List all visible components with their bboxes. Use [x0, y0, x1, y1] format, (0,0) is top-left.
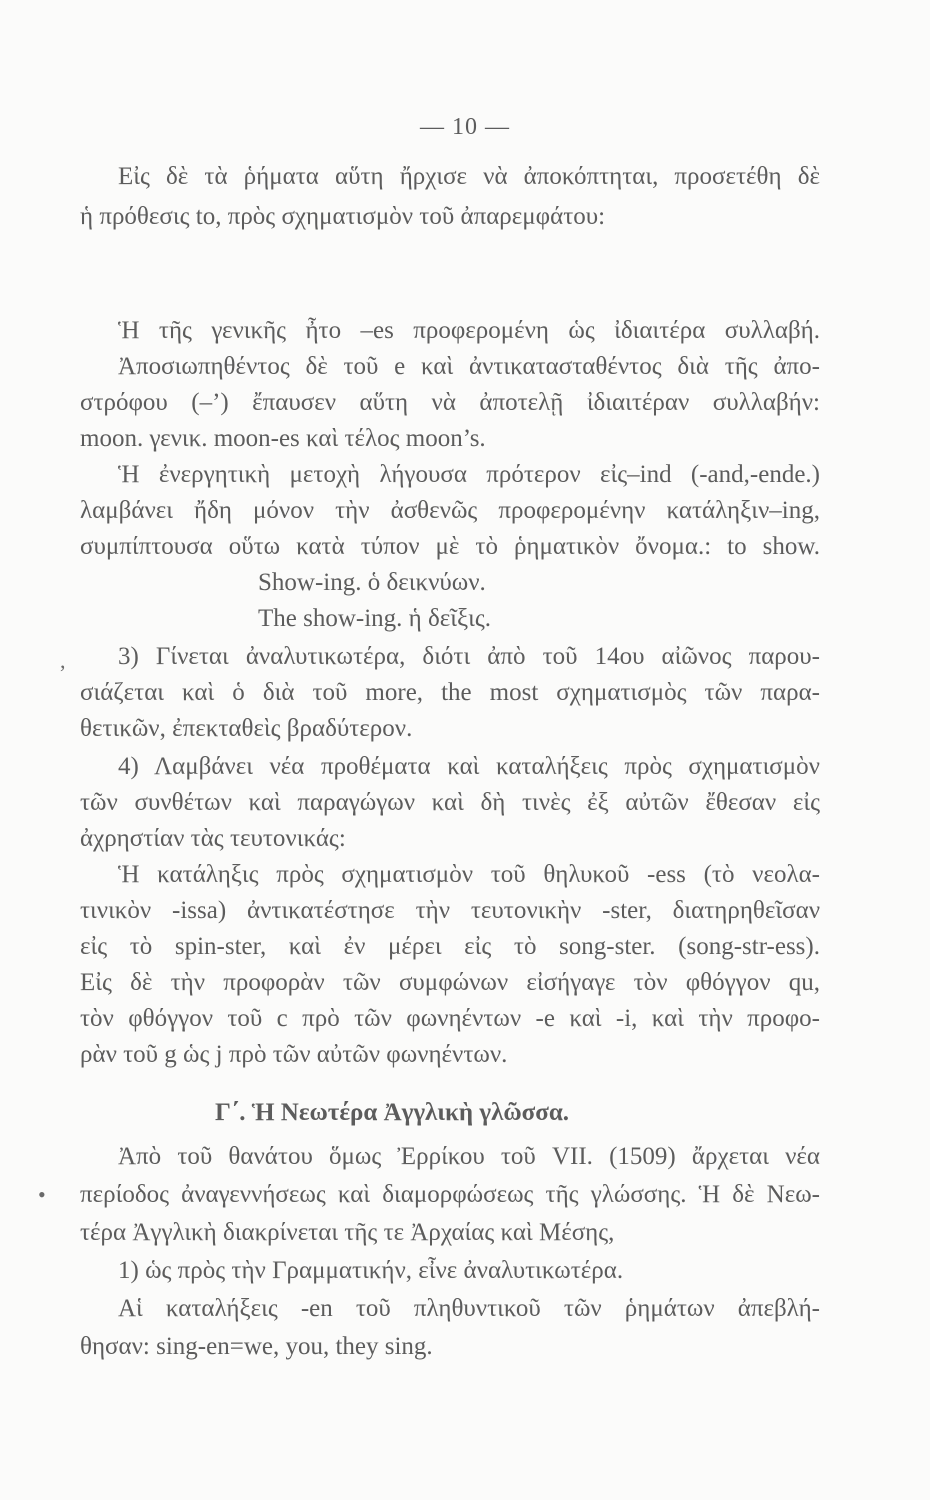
margin-mark: , [60, 648, 66, 673]
section-heading: Γ΄. Ἡ Νεωτέρα Ἀγγλικὴ γλῶσσα. [215, 1099, 570, 1126]
text-line: στρόφου (–’) ἔπαυσεν αὕτη νὰ ἀποτελῇ ἰδιαιτέραν συλλαβήν: [80, 389, 820, 416]
page-number: — 10 — [420, 114, 510, 140]
text-line: 4) Λαμβάνει νέα προθέματα καὶ καταλήξεις πρὸς σχηματισμὸν [118, 753, 820, 780]
text-line: Ἀπὸ τοῦ θανάτου ὅμως Ἐρρίκου τοῦ VII. (1509) ἄρχεται νέα [118, 1143, 820, 1170]
text-line: Εἰς δὲ τὴν προφορὰν τῶν συμφώνων εἰσήγαγε τὸν φθόγγον qu, [80, 969, 820, 996]
text-line: τὸν φθόγγον τοῦ c πρὸ τῶν φωνηέντων -e καὶ -i, καὶ τὴν προφο- [80, 1005, 820, 1032]
text-line: Ἡ κατάληξις πρὸς σχηματισμὸν τοῦ θηλυκοῦ -ess (τὸ νεολα- [118, 861, 820, 888]
text-line: Ἡ ἐνεργητικὴ μετοχὴ λήγουσα πρότερον εἰς–ind (-and,-ende.) [118, 461, 820, 488]
text-line: τέρα Ἀγγλικὴ διακρίνεται τῆς τε Ἀρχαίας καὶ Μέσης, [80, 1219, 615, 1246]
text-line: Ἀποσιωπηθέντος δὲ τοῦ e καὶ ἀντικατασταθέντος διὰ τῆς ἀπο- [118, 353, 820, 380]
text-line: 1) ὡς πρὸς τὴν Γραμματικήν, εἶνε ἀναλυτικωτέρα. [118, 1257, 624, 1284]
text-line: ἀχρηστίαν τὰς τευτονικάς: [80, 825, 346, 852]
margin-mark: • [38, 1182, 46, 1207]
text-line: θετικῶν, ἐπεκταθεὶς βραδύτερον. [80, 715, 413, 742]
text-line: ρὰν τοῦ g ὡς j πρὸ τῶν αὐτῶν φωνηέντων. [80, 1041, 508, 1068]
text-line: Show-ing. ὁ δεικνύων. [258, 569, 486, 596]
text-line: The show-ing. ἡ δεῖξις. [258, 605, 492, 632]
text-line: τινικὸν -issa) ἀντικατέστησε τὴν τευτονικὴν -ster, διατηρηθεῖσαν [80, 897, 820, 924]
text-line: περίοδος ἀναγεννήσεως καὶ διαμορφώσεως τῆς γλώσσης. Ἡ δὲ Νεω- [80, 1181, 820, 1208]
text-line: Αἱ καταλήξεις -en τοῦ πληθυντικοῦ τῶν ῥημάτων ἀπεβλή- [118, 1295, 820, 1322]
text-line: λαμβάνει ἤδη μόνον τὴν ἀσθενῶς προφερομένην κατάληξιν–ing, [80, 497, 820, 524]
text-line: ἡ πρόθεσις to, πρὸς σχηματισμὸν τοῦ ἀπαρεμφάτου: [80, 203, 606, 230]
text-line: θησαν: sing-en=we, you, they sing. [80, 1333, 433, 1360]
text-line: moon. γενικ. moon-es καὶ τέλος moon’s. [80, 425, 486, 452]
text-line: τῶν συνθέτων καὶ παραγώγων καὶ δὴ τινὲς ἐξ αὐτῶν ἔθεσαν εἰς [80, 789, 820, 816]
text-line: Εἰς δὲ τὰ ῥήματα αὕτη ἤρχισε νὰ ἀποκόπτηται, προσετέθη δὲ [118, 163, 820, 190]
text-line: 3) Γίνεται ἀναλυτικωτέρα, διότι ἀπὸ τοῦ 14ου αἰῶνος παρου- [118, 643, 820, 670]
text-line: σιάζεται καὶ ὁ διὰ τοῦ more, the most σχηματισμὸς τῶν παρα- [80, 679, 820, 706]
text-line: συμπίπτουσα οὕτω κατὰ τύπον μὲ τὸ ῥηματικὸν ὄνομα.: to show. [80, 533, 820, 560]
text-line: Ἡ τῆς γενικῆς ἦτο –es προφερομένη ὡς ἰδιαιτέρα συλλαβή. [118, 317, 820, 344]
text-line: εἰς τὸ spin-ster, καὶ ἐν μέρει εἰς τὸ song-ster. (song-str-ess). [80, 933, 820, 960]
